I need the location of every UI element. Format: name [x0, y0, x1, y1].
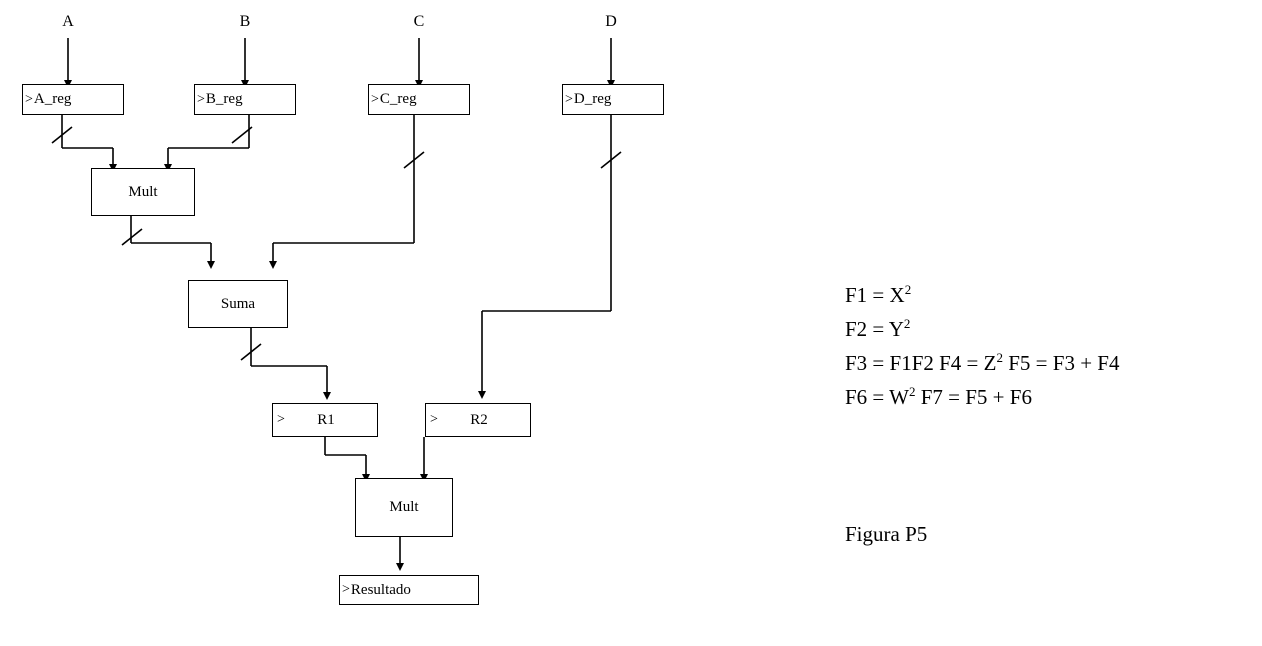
formula-exponent: 2	[903, 316, 911, 332]
input-port-icon: >	[25, 91, 33, 107]
block-suma[interactable]	[188, 280, 288, 328]
block-label: B_reg	[205, 91, 243, 107]
block-r2[interactable]	[425, 403, 531, 437]
formula-line-2	[845, 312, 1225, 346]
block-label: Mult	[389, 499, 419, 515]
input-port-icon: >	[565, 91, 573, 107]
figure-caption: Figura P5	[845, 522, 928, 546]
formula-text: F3 = F1F2 F4 = Z	[845, 351, 997, 376]
formula-text: F6 = W	[845, 385, 909, 410]
formula-exponent: 2	[904, 282, 912, 297]
input-port-icon: >	[430, 412, 438, 427]
block-c-reg[interactable]	[368, 84, 470, 115]
formula-list	[845, 278, 1225, 414]
input-port-icon: >	[197, 91, 205, 107]
block-label: A_reg	[33, 91, 72, 107]
block-label: R2	[470, 411, 488, 428]
block-label: R1	[317, 411, 335, 428]
block-mult-2[interactable]	[355, 478, 453, 537]
formula-tail: F5 = F3 + F4	[1003, 351, 1120, 376]
formula-text: F1 = X	[845, 283, 905, 307]
block-r1[interactable]	[272, 403, 378, 437]
block-label: C_reg	[379, 91, 417, 107]
block-label: Suma	[220, 295, 256, 312]
block-label: Mult	[128, 183, 158, 200]
input-port-icon: >	[371, 91, 379, 107]
block-mult-1[interactable]	[91, 168, 195, 216]
block-a-reg[interactable]	[22, 84, 124, 115]
formula-line-1	[845, 278, 1225, 312]
input-label-A: A	[62, 13, 74, 30]
input-label-C: C	[413, 13, 425, 30]
block-label: D_reg	[573, 91, 612, 107]
formula-tail: F7 = F5 + F6	[915, 385, 1032, 410]
formula-exponent: 2	[996, 350, 1003, 366]
block-resultado[interactable]	[339, 575, 479, 605]
block-label: Resultado	[350, 581, 411, 598]
input-port-icon: >	[277, 412, 285, 427]
formula-line-4	[845, 380, 1225, 414]
input-label-B: B	[239, 13, 251, 30]
input-port-icon: >	[342, 582, 350, 597]
input-label-D: D	[605, 13, 617, 30]
formula-text: F2 = Y	[845, 317, 904, 342]
formula-exponent: 2	[908, 384, 916, 400]
block-b-reg[interactable]	[194, 84, 296, 115]
block-d-reg[interactable]	[562, 84, 664, 115]
formula-line-3	[845, 346, 1225, 380]
